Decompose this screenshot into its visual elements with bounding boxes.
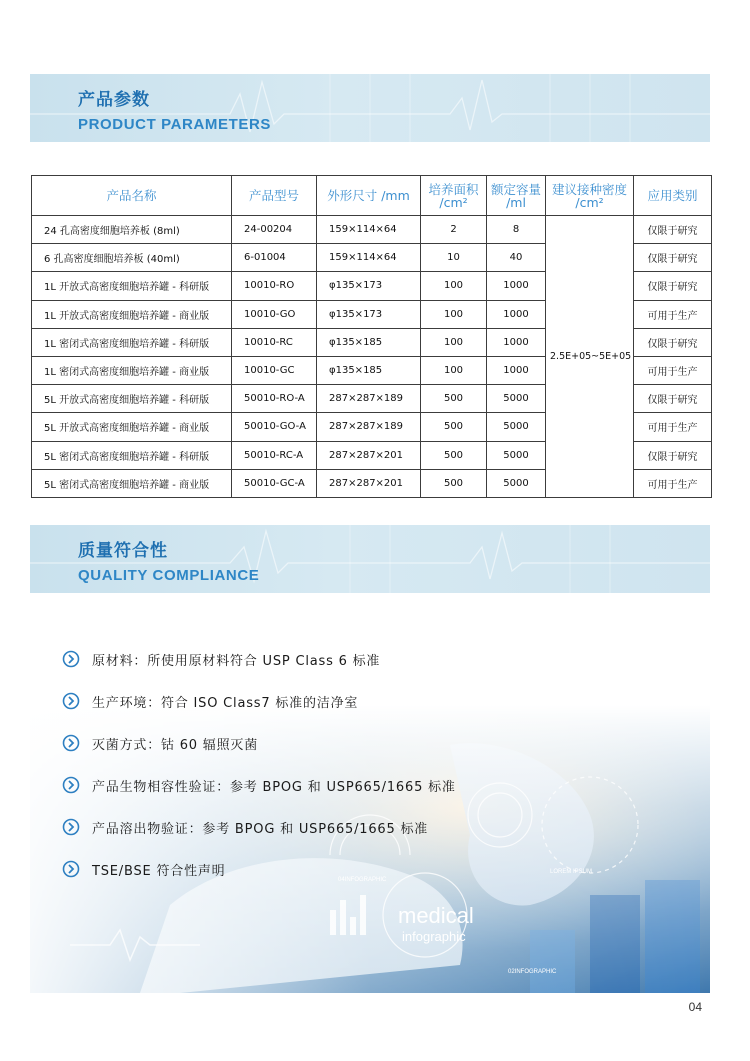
cell-area: 100	[421, 328, 487, 356]
cell-volume: 1000	[487, 272, 546, 300]
cell-dimensions: φ135×173	[317, 300, 421, 328]
cell-dimensions: φ135×185	[317, 356, 421, 384]
header-model: 产品型号	[232, 176, 317, 216]
cell-category: 仅限于研究	[634, 385, 712, 413]
cell-area: 2	[421, 216, 487, 244]
cell-category: 可用于生产	[634, 300, 712, 328]
cell-model: 50010-RC-A	[232, 441, 317, 469]
cell-dimensions: 287×287×201	[317, 469, 421, 497]
chevron-right-circle-icon	[62, 734, 80, 752]
chevron-right-circle-icon	[62, 650, 80, 668]
cell-model: 50010-GO-A	[232, 413, 317, 441]
product-parameters-banner	[30, 74, 710, 142]
cell-category: 仅限于研究	[634, 244, 712, 272]
cell-model: 10010-GC	[232, 356, 317, 384]
section-title-en: QUALITY COMPLIANCE	[78, 567, 260, 584]
section-title-en: PRODUCT PARAMETERS	[78, 116, 272, 133]
cell-area: 500	[421, 441, 487, 469]
cell-name: 5L 开放式高密度细胞培养罐 - 科研版	[32, 385, 232, 413]
cell-volume: 5000	[487, 385, 546, 413]
cell-area: 500	[421, 469, 487, 497]
header-application: 应用类别	[634, 176, 712, 216]
compliance-list	[62, 638, 456, 890]
cell-area: 500	[421, 385, 487, 413]
cell-dimensions: 159×114×64	[317, 244, 421, 272]
chevron-right-circle-icon	[62, 692, 80, 710]
overlay-label-02: 02INFOGRAPHIC	[508, 969, 557, 975]
cell-volume: 5000	[487, 413, 546, 441]
cell-area: 100	[421, 300, 487, 328]
cell-name: 6 孔高密度细胞培养板 (40ml)	[32, 244, 232, 272]
chevron-right-circle-icon	[62, 818, 80, 836]
header-product-name: 产品名称	[32, 176, 232, 216]
cell-model: 6-01004	[232, 244, 317, 272]
cell-volume: 1000	[487, 328, 546, 356]
list-item	[62, 638, 456, 680]
cell-dimensions: 287×287×189	[317, 413, 421, 441]
cell-category: 可用于生产	[634, 469, 712, 497]
header-seeding-density: 建议接种密度 /cm²	[546, 176, 634, 216]
cell-category: 仅限于研究	[634, 216, 712, 244]
header-rated-volume: 额定容量 /ml	[487, 176, 546, 216]
section-title-cn: 产品参数	[78, 90, 150, 110]
cell-model: 50010-RO-A	[232, 385, 317, 413]
cell-area: 500	[421, 413, 487, 441]
cell-volume: 40	[487, 244, 546, 272]
cell-area: 100	[421, 356, 487, 384]
cell-model: 24-00204	[232, 216, 317, 244]
cell-name: 1L 开放式高密度细胞培养罐 - 商业版	[32, 300, 232, 328]
cell-dimensions: 287×287×189	[317, 385, 421, 413]
cell-model: 10010-GO	[232, 300, 317, 328]
chevron-right-circle-icon	[62, 776, 80, 794]
cell-name: 5L 开放式高密度细胞培养罐 - 商业版	[32, 413, 232, 441]
cell-name: 5L 密闭式高密度细胞培养罐 - 商业版	[32, 469, 232, 497]
cell-name: 1L 密闭式高密度细胞培养罐 - 商业版	[32, 356, 232, 384]
cell-seeding-density: 2.5E+05~5E+05	[546, 216, 634, 498]
cell-category: 可用于生产	[634, 413, 712, 441]
medical-overlay-text: medical	[398, 903, 474, 928]
infographic-overlay-text: infographic	[402, 929, 466, 944]
cell-area: 10	[421, 244, 487, 272]
cell-volume: 5000	[487, 441, 546, 469]
cell-volume: 1000	[487, 300, 546, 328]
compliance-text: TSE/BSE 符合性声明	[92, 863, 226, 879]
list-item	[62, 722, 456, 764]
overlay-label-04: 04INFOGRAPHIC	[338, 877, 387, 883]
cell-name: 1L 开放式高密度细胞培养罐 - 科研版	[32, 272, 232, 300]
list-item	[62, 848, 456, 890]
product-parameters-table	[31, 175, 712, 498]
cell-category: 可用于生产	[634, 356, 712, 384]
cell-dimensions: φ135×173	[317, 272, 421, 300]
compliance-text: 灭菌方式：钴 60 辐照灭菌	[92, 737, 259, 753]
header-culture-area: 培养面积 /cm²	[421, 176, 487, 216]
quality-compliance-banner	[30, 525, 710, 593]
chevron-right-circle-icon	[62, 860, 80, 878]
overlay-lorem: LOREM IPSUM	[550, 869, 593, 875]
cell-category: 仅限于研究	[634, 328, 712, 356]
cell-dimensions: φ135×185	[317, 328, 421, 356]
cell-name: 5L 密闭式高密度细胞培养罐 - 科研版	[32, 441, 232, 469]
list-item	[62, 806, 456, 848]
cell-category: 仅限于研究	[634, 441, 712, 469]
cell-dimensions: 287×287×201	[317, 441, 421, 469]
page-number: 04	[688, 1000, 702, 1014]
cell-category: 仅限于研究	[634, 272, 712, 300]
cell-name: 24 孔高密度细胞培养板 (8ml)	[32, 216, 232, 244]
cell-model: 10010-RO	[232, 272, 317, 300]
compliance-text: 产品溶出物验证：参考 BPOG 和 USP665/1665 标准	[92, 821, 429, 837]
cell-model: 10010-RC	[232, 328, 317, 356]
cell-volume: 5000	[487, 469, 546, 497]
cell-name: 1L 密闭式高密度细胞培养罐 - 科研版	[32, 328, 232, 356]
list-item	[62, 680, 456, 722]
cell-volume: 8	[487, 216, 546, 244]
list-item	[62, 764, 456, 806]
cell-dimensions: 159×114×64	[317, 216, 421, 244]
cell-area: 100	[421, 272, 487, 300]
section-title-cn: 质量符合性	[78, 541, 168, 561]
cell-model: 50010-GC-A	[232, 469, 317, 497]
compliance-text: 原材料：所使用原材料符合 USP Class 6 标准	[92, 653, 381, 669]
table-header-row	[32, 176, 712, 216]
compliance-text: 生产环境：符合 ISO Class7 标准的洁净室	[92, 695, 359, 711]
compliance-text: 产品生物相容性验证：参考 BPOG 和 USP665/1665 标准	[92, 779, 456, 795]
table-row	[32, 216, 712, 244]
cell-volume: 1000	[487, 356, 546, 384]
header-dimensions: 外形尺寸 /mm	[317, 176, 421, 216]
